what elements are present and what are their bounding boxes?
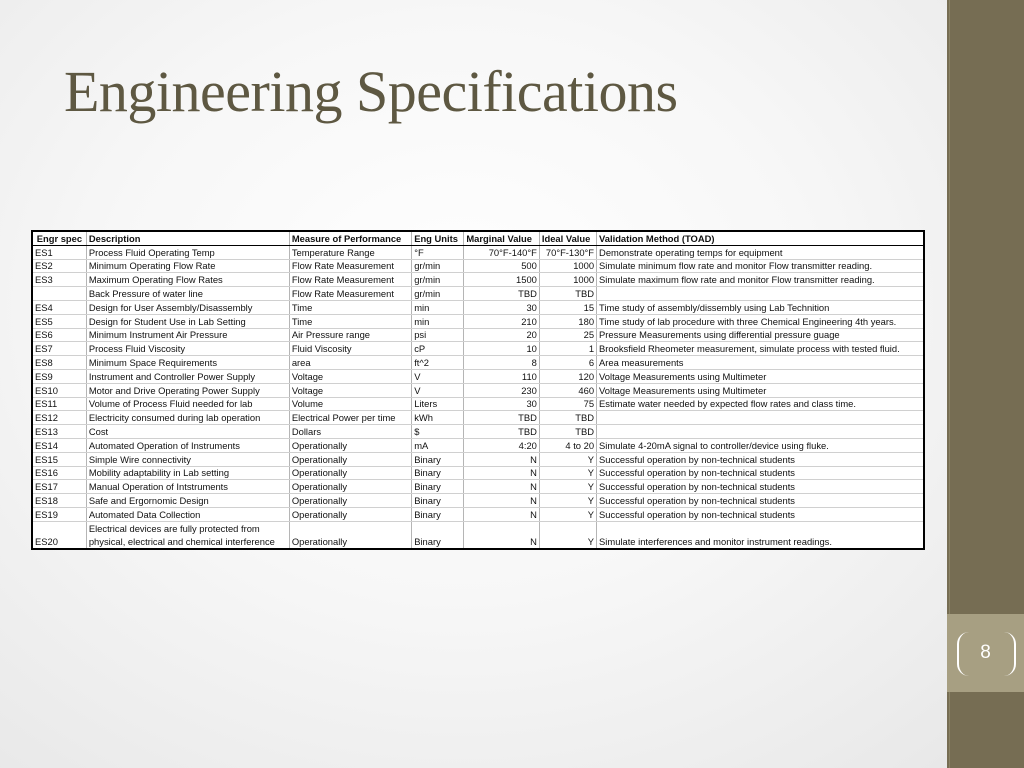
cell-validation-method: Time study of lab procedure with three Chemical Engineering 4th years.: [597, 314, 924, 328]
cell-measure-of-performance: Voltage: [289, 383, 411, 397]
cell-ideal-value: TBD: [539, 287, 596, 301]
cell-marginal-value: 4:20: [464, 438, 540, 452]
cell-validation-method: Successful operation by non-technical students: [597, 452, 924, 466]
column-header-engr-spec: Engr spec: [32, 231, 86, 245]
table-body: [32, 245, 924, 548]
cell-engr-spec: ES12: [32, 411, 86, 425]
table-row: [32, 383, 924, 397]
cell-measure-of-performance: Air Pressure range: [289, 328, 411, 342]
cell-description: Automated Data Collection: [86, 507, 289, 521]
cell-ideal-value: TBD: [539, 411, 596, 425]
cell-ideal-value: TBD: [539, 425, 596, 439]
cell-engr-spec: ES14: [32, 438, 86, 452]
table-row: [32, 245, 924, 259]
cell-validation-method: Successful operation by non-technical students: [597, 480, 924, 494]
cell-engr-spec: ES9: [32, 369, 86, 383]
cell-validation-method: Simulate 4-20mA signal to controller/device using fluke.: [597, 438, 924, 452]
cell-engr-spec: ES19: [32, 507, 86, 521]
cell-ideal-value: 70°F-130°F: [539, 245, 596, 259]
cell-measure-of-performance: Fluid Viscosity: [289, 342, 411, 356]
cell-marginal-value: TBD: [464, 425, 540, 439]
cell-engr-spec: ES10: [32, 383, 86, 397]
cell-description: Cost: [86, 425, 289, 439]
cell-measure-of-performance: Volume: [289, 397, 411, 411]
cell-ideal-value: 15: [539, 300, 596, 314]
cell-ideal-value: 460: [539, 383, 596, 397]
cell-eng-units: kWh: [412, 411, 464, 425]
cell-marginal-value: 500: [464, 259, 540, 273]
cell-ideal-value: 1000: [539, 259, 596, 273]
table-row: [32, 452, 924, 466]
column-header-marginal-value: Marginal Value: [464, 231, 540, 245]
cell-eng-units: Binary: [412, 480, 464, 494]
cell-measure-of-performance: area: [289, 356, 411, 370]
cell-validation-method: [597, 411, 924, 425]
column-header-eng-units: Eng Units: [412, 231, 464, 245]
cell-eng-units: mA: [412, 438, 464, 452]
cell-validation-method: Area measurements: [597, 356, 924, 370]
cell-description: Minimum Operating Flow Rate: [86, 259, 289, 273]
cell-validation-method: Successful operation by non-technical students: [597, 507, 924, 521]
cell-eng-units: min: [412, 300, 464, 314]
cell-marginal-value: 8: [464, 356, 540, 370]
cell-ideal-value: 1000: [539, 273, 596, 287]
cell-engr-spec: [32, 287, 86, 301]
cell-measure-of-performance: Operationally: [289, 480, 411, 494]
cell-measure-of-performance: Temperature Range: [289, 245, 411, 259]
cell-eng-units: min: [412, 314, 464, 328]
cell-engr-spec: ES15: [32, 452, 86, 466]
cell-ideal-value: Y: [539, 507, 596, 521]
cell-engr-spec: ES11: [32, 397, 86, 411]
cell-eng-units: $: [412, 425, 464, 439]
cell-marginal-value: 70°F-140°F: [464, 245, 540, 259]
cell-description: Minimum Instrument Air Pressure: [86, 328, 289, 342]
cell-engr-spec: ES3: [32, 273, 86, 287]
table-row: [32, 342, 924, 356]
cell-validation-method: Demonstrate operating temps for equipment: [597, 245, 924, 259]
cell-ideal-value: 75: [539, 397, 596, 411]
cell-engr-spec: ES8: [32, 356, 86, 370]
cell-validation-method: Time study of assembly/dissembly using Lab Technition: [597, 300, 924, 314]
cell-engr-spec: ES13: [32, 425, 86, 439]
cell-validation-method: Pressure Measurements using differential pressure guage: [597, 328, 924, 342]
cell-marginal-value: N: [464, 466, 540, 480]
cell-description: Maximum Operating Flow Rates: [86, 273, 289, 287]
cell-measure-of-performance: Flow Rate Measurement: [289, 259, 411, 273]
engineering-specifications-table: [31, 230, 925, 550]
cell-ideal-value: 1: [539, 342, 596, 356]
cell-validation-method: Estimate water needed by expected flow rates and class time.: [597, 397, 924, 411]
slide-title: Engineering Specifications: [64, 59, 678, 124]
cell-eng-units: gr/min: [412, 259, 464, 273]
cell-measure-of-performance: Operationally: [289, 507, 411, 521]
cell-description: Automated Operation of Instruments: [86, 438, 289, 452]
table-row: [32, 494, 924, 508]
cell-description: Instrument and Controller Power Supply: [86, 369, 289, 383]
cell-eng-units: Binary: [412, 452, 464, 466]
cell-eng-units: Liters: [412, 397, 464, 411]
cell-validation-method: Simulate interferences and monitor instrument readings.: [597, 521, 924, 549]
cell-description: Electrical devices are fully protected from physical, electrical and chemical interference: [86, 521, 289, 549]
cell-marginal-value: 20: [464, 328, 540, 342]
cell-ideal-value: 25: [539, 328, 596, 342]
cell-description: Design for Student Use in Lab Setting: [86, 314, 289, 328]
cell-description: Minimum Space Requirements: [86, 356, 289, 370]
cell-marginal-value: N: [464, 507, 540, 521]
column-header-validation-method: Validation Method (TOAD): [597, 231, 924, 245]
cell-engr-spec: ES4: [32, 300, 86, 314]
table-row: [32, 480, 924, 494]
cell-marginal-value: 10: [464, 342, 540, 356]
cell-validation-method: Successful operation by non-technical students: [597, 466, 924, 480]
cell-ideal-value: Y: [539, 494, 596, 508]
cell-measure-of-performance: Flow Rate Measurement: [289, 287, 411, 301]
cell-eng-units: ft^2: [412, 356, 464, 370]
cell-eng-units: Binary: [412, 466, 464, 480]
column-header-description: Description: [86, 231, 289, 245]
page-number: 8: [980, 642, 991, 663]
cell-marginal-value: TBD: [464, 411, 540, 425]
table-row: [32, 328, 924, 342]
cell-marginal-value: N: [464, 521, 540, 549]
table-row: [32, 466, 924, 480]
table-row: [32, 314, 924, 328]
cell-ideal-value: Y: [539, 480, 596, 494]
cell-description: Back Pressure of water line: [86, 287, 289, 301]
table-row: [32, 369, 924, 383]
cell-measure-of-performance: Operationally: [289, 466, 411, 480]
cell-validation-method: Simulate minimum flow rate and monitor Flow transmitter reading.: [597, 259, 924, 273]
cell-description: Motor and Drive Operating Power Supply: [86, 383, 289, 397]
cell-eng-units: Binary: [412, 507, 464, 521]
cell-validation-method: [597, 425, 924, 439]
cell-engr-spec: ES6: [32, 328, 86, 342]
cell-engr-spec: ES17: [32, 480, 86, 494]
cell-description: Process Fluid Operating Temp: [86, 245, 289, 259]
cell-measure-of-performance: Flow Rate Measurement: [289, 273, 411, 287]
cell-eng-units: V: [412, 383, 464, 397]
cell-marginal-value: N: [464, 494, 540, 508]
table-header-row: [32, 231, 924, 245]
table-row: [32, 287, 924, 301]
cell-validation-method: Brooksfield Rheometer measurement, simulate process with tested fluid.: [597, 342, 924, 356]
cell-measure-of-performance: Electrical Power per time: [289, 411, 411, 425]
cell-ideal-value: Y: [539, 452, 596, 466]
cell-eng-units: V: [412, 369, 464, 383]
cell-marginal-value: N: [464, 452, 540, 466]
cell-eng-units: psi: [412, 328, 464, 342]
cell-ideal-value: 120: [539, 369, 596, 383]
cell-description: Manual Operation of Intstruments: [86, 480, 289, 494]
cell-marginal-value: 30: [464, 300, 540, 314]
cell-marginal-value: 210: [464, 314, 540, 328]
cell-engr-spec: ES7: [32, 342, 86, 356]
column-header-measure-of-performance: Measure of Performance: [289, 231, 411, 245]
cell-eng-units: Binary: [412, 494, 464, 508]
table-row: [32, 356, 924, 370]
cell-marginal-value: 230: [464, 383, 540, 397]
cell-measure-of-performance: Operationally: [289, 438, 411, 452]
table-row: [32, 521, 924, 549]
table-row: [32, 438, 924, 452]
table-row: [32, 397, 924, 411]
cell-engr-spec: ES2: [32, 259, 86, 273]
cell-validation-method: [597, 287, 924, 301]
column-header-ideal-value: Ideal Value: [539, 231, 596, 245]
table-row: [32, 300, 924, 314]
cell-description: Simple Wire connectivity: [86, 452, 289, 466]
cell-description: Electricity consumed during lab operation: [86, 411, 289, 425]
table-row: [32, 507, 924, 521]
cell-measure-of-performance: Operationally: [289, 452, 411, 466]
cell-measure-of-performance: Time: [289, 300, 411, 314]
cell-ideal-value: Y: [539, 521, 596, 549]
cell-measure-of-performance: Operationally: [289, 521, 411, 549]
cell-measure-of-performance: Voltage: [289, 369, 411, 383]
cell-description: Volume of Process Fluid needed for lab: [86, 397, 289, 411]
cell-validation-method: Successful operation by non-technical students: [597, 494, 924, 508]
table-row: [32, 273, 924, 287]
cell-engr-spec: ES5: [32, 314, 86, 328]
cell-eng-units: cP: [412, 342, 464, 356]
cell-ideal-value: 6: [539, 356, 596, 370]
cell-eng-units: °F: [412, 245, 464, 259]
cell-engr-spec: ES20: [32, 521, 86, 549]
cell-description: Design for User Assembly/Disassembly: [86, 300, 289, 314]
cell-measure-of-performance: Time: [289, 314, 411, 328]
cell-measure-of-performance: Dollars: [289, 425, 411, 439]
cell-eng-units: Binary: [412, 521, 464, 549]
cell-description: Safe and Ergornomic Design: [86, 494, 289, 508]
cell-eng-units: gr/min: [412, 287, 464, 301]
cell-description: Process Fluid Viscosity: [86, 342, 289, 356]
cell-validation-method: Simulate maximum flow rate and monitor Flow transmitter reading.: [597, 273, 924, 287]
cell-engr-spec: ES16: [32, 466, 86, 480]
cell-eng-units: gr/min: [412, 273, 464, 287]
table-row: [32, 259, 924, 273]
cell-marginal-value: N: [464, 480, 540, 494]
cell-validation-method: Voltage Measurements using Multimeter: [597, 369, 924, 383]
cell-description: Mobility adaptability in Lab setting: [86, 466, 289, 480]
cell-engr-spec: ES18: [32, 494, 86, 508]
cell-marginal-value: 30: [464, 397, 540, 411]
cell-ideal-value: Y: [539, 466, 596, 480]
cell-marginal-value: 1500: [464, 273, 540, 287]
table-row: [32, 425, 924, 439]
cell-measure-of-performance: Operationally: [289, 494, 411, 508]
cell-marginal-value: 110: [464, 369, 540, 383]
cell-engr-spec: ES1: [32, 245, 86, 259]
table-row: [32, 411, 924, 425]
cell-ideal-value: 4 to 20: [539, 438, 596, 452]
cell-validation-method: Voltage Measurements using Multimeter: [597, 383, 924, 397]
cell-marginal-value: TBD: [464, 287, 540, 301]
page-number-box: [947, 614, 1024, 692]
cell-ideal-value: 180: [539, 314, 596, 328]
